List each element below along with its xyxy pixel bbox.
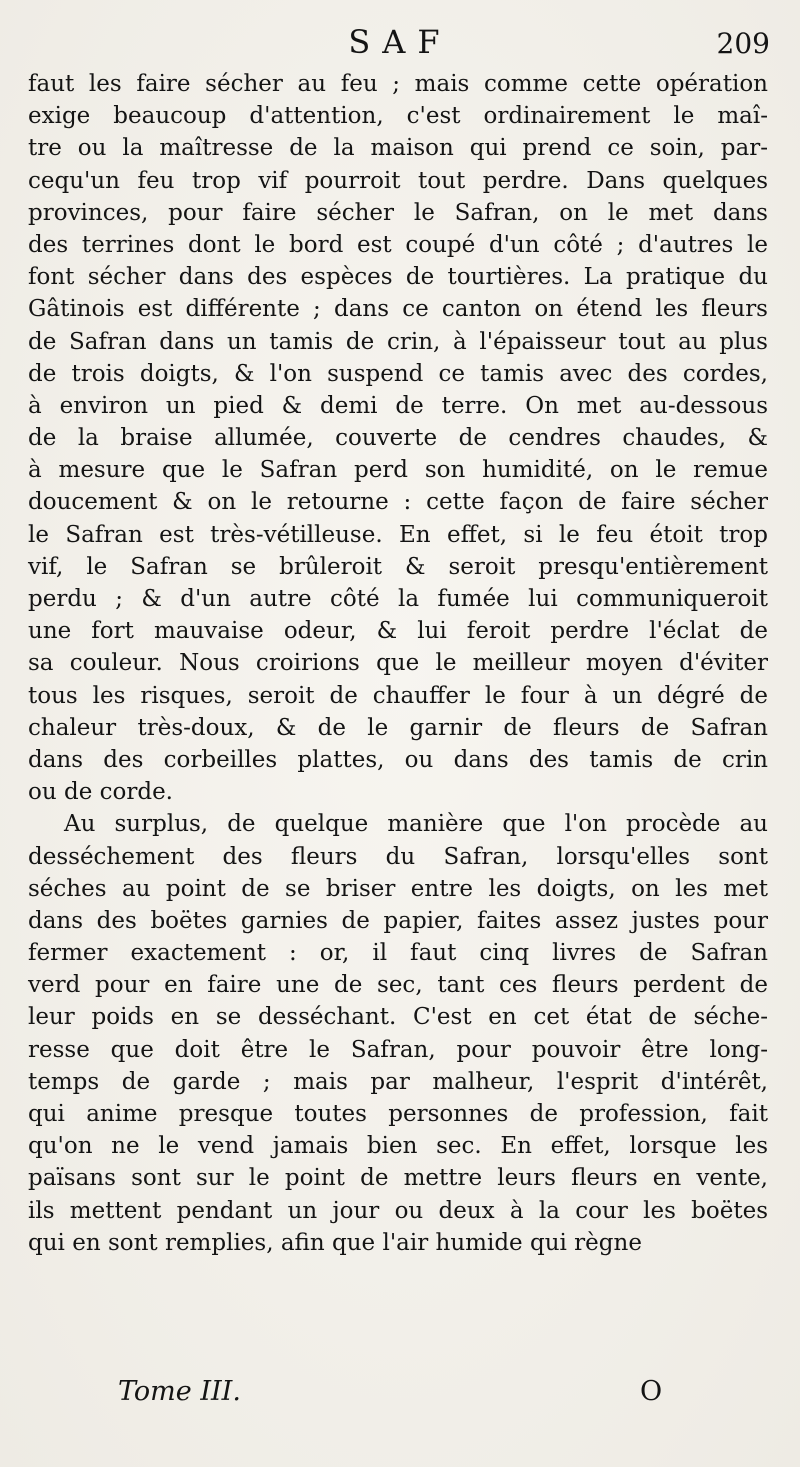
- text-line: perdu ; & d'un autre côté la fumée lui communiqueroit: [28, 586, 768, 612]
- text-line: dans des corbeilles plattes, ou dans des tamis de crin: [28, 746, 768, 773]
- volume-label: Tome III.: [118, 1376, 241, 1407]
- text-line: chaleur très-doux, & de le garnir de fleurs de Safran: [28, 714, 768, 741]
- text-line: provinces, pour faire sécher le Safran, on le met dans: [28, 199, 768, 226]
- text-line: temps de garde ; mais par malheur, l'esprit d'intérêt,: [28, 1068, 768, 1095]
- text-line: à mesure que le Safran perd son humidité, on le remue: [28, 457, 768, 484]
- text-line: tous les risques, seroit de chauffer le four à un dégré de: [28, 682, 768, 709]
- text-line: verd pour en faire une de sec, tant ces fleurs perdent de: [28, 972, 768, 999]
- text-line: doucement & on le retourne : cette façon de faire sécher: [28, 489, 768, 516]
- text-line: de Safran dans un tamis de crin, à l'épaisseur tout au plus: [28, 328, 768, 355]
- running-head: [0, 22, 800, 62]
- text-line: vif, le Safran se brûleroit & seroit presqu'entièrement: [28, 553, 768, 580]
- text-line: des terrines dont le bord est coupé d'un côté ; d'autres le: [28, 231, 768, 258]
- text-line: font sécher dans des espèces de tourtières. La pratique du: [28, 264, 768, 291]
- text-line: ils mettent pendant un jour ou deux à la cour les boëtes: [28, 1197, 768, 1224]
- running-title: SAF: [348, 23, 452, 61]
- text-line: fermer exactement : or, il faut cinq livres de Safran: [28, 940, 768, 967]
- text-line: faut les faire sécher au feu ; mais comme cette opération: [28, 71, 768, 97]
- text-line: qui en sont remplies, afin que l'air humide qui règne: [28, 1229, 642, 1256]
- page-number: 209: [716, 27, 770, 60]
- text-line: leur poids en se desséchant. C'est en cet état de séche-: [28, 1004, 768, 1031]
- signature-mark: O: [640, 1376, 663, 1407]
- text-line: Au surplus, de quelque manière que l'on procède au: [64, 811, 768, 838]
- text-line: sa couleur. Nous croirions que le meilleur moyen d'éviter: [28, 650, 768, 677]
- text-line: une fort mauvaise odeur, & lui feroit perdre l'éclat de: [28, 618, 768, 645]
- text-line: tre ou la maîtresse de la maison qui prend ce soin, par-: [28, 135, 768, 162]
- text-line: Gâtinois est différente ; dans ce canton on étend les fleurs: [28, 296, 768, 323]
- text-line: à environ un pied & demi de terre. On met au-dessous: [28, 392, 768, 419]
- text-line: qu'on ne le vend jamais bien sec. En effet, lorsque les: [28, 1133, 768, 1160]
- text-line: le Safran est très-vétilleuse. En effet, si le feu étoit trop: [28, 521, 768, 548]
- text-line: resse que doit être le Safran, pour pouvoir être long-: [28, 1036, 768, 1063]
- text-line: exige beaucoup d'attention, c'est ordinairement le maî-: [28, 103, 768, 130]
- text-line: dans des boëtes garnies de papier, faites assez justes pour: [28, 907, 768, 934]
- text-line: desséchement des fleurs du Safran, lorsqu'elles sont: [28, 843, 768, 870]
- text-line: païsans sont sur le point de mettre leurs fleurs en vente,: [28, 1165, 768, 1192]
- text-line: ou de corde.: [28, 779, 173, 806]
- text-line: de la braise allumée, couverte de cendres chaudes, &: [28, 425, 768, 452]
- page-footer: [0, 1372, 800, 1412]
- text-line: séches au point de se briser entre les doigts, on les met: [28, 875, 768, 902]
- body-text: [28, 68, 768, 1259]
- text-line: de trois doigts, & l'on suspend ce tamis avec des cordes,: [28, 360, 768, 387]
- text-line: qui anime presque toutes personnes de profession, fait: [28, 1101, 768, 1127]
- text-line: cequ'un feu trop vif pourroit tout perdre. Dans quelques: [28, 167, 768, 194]
